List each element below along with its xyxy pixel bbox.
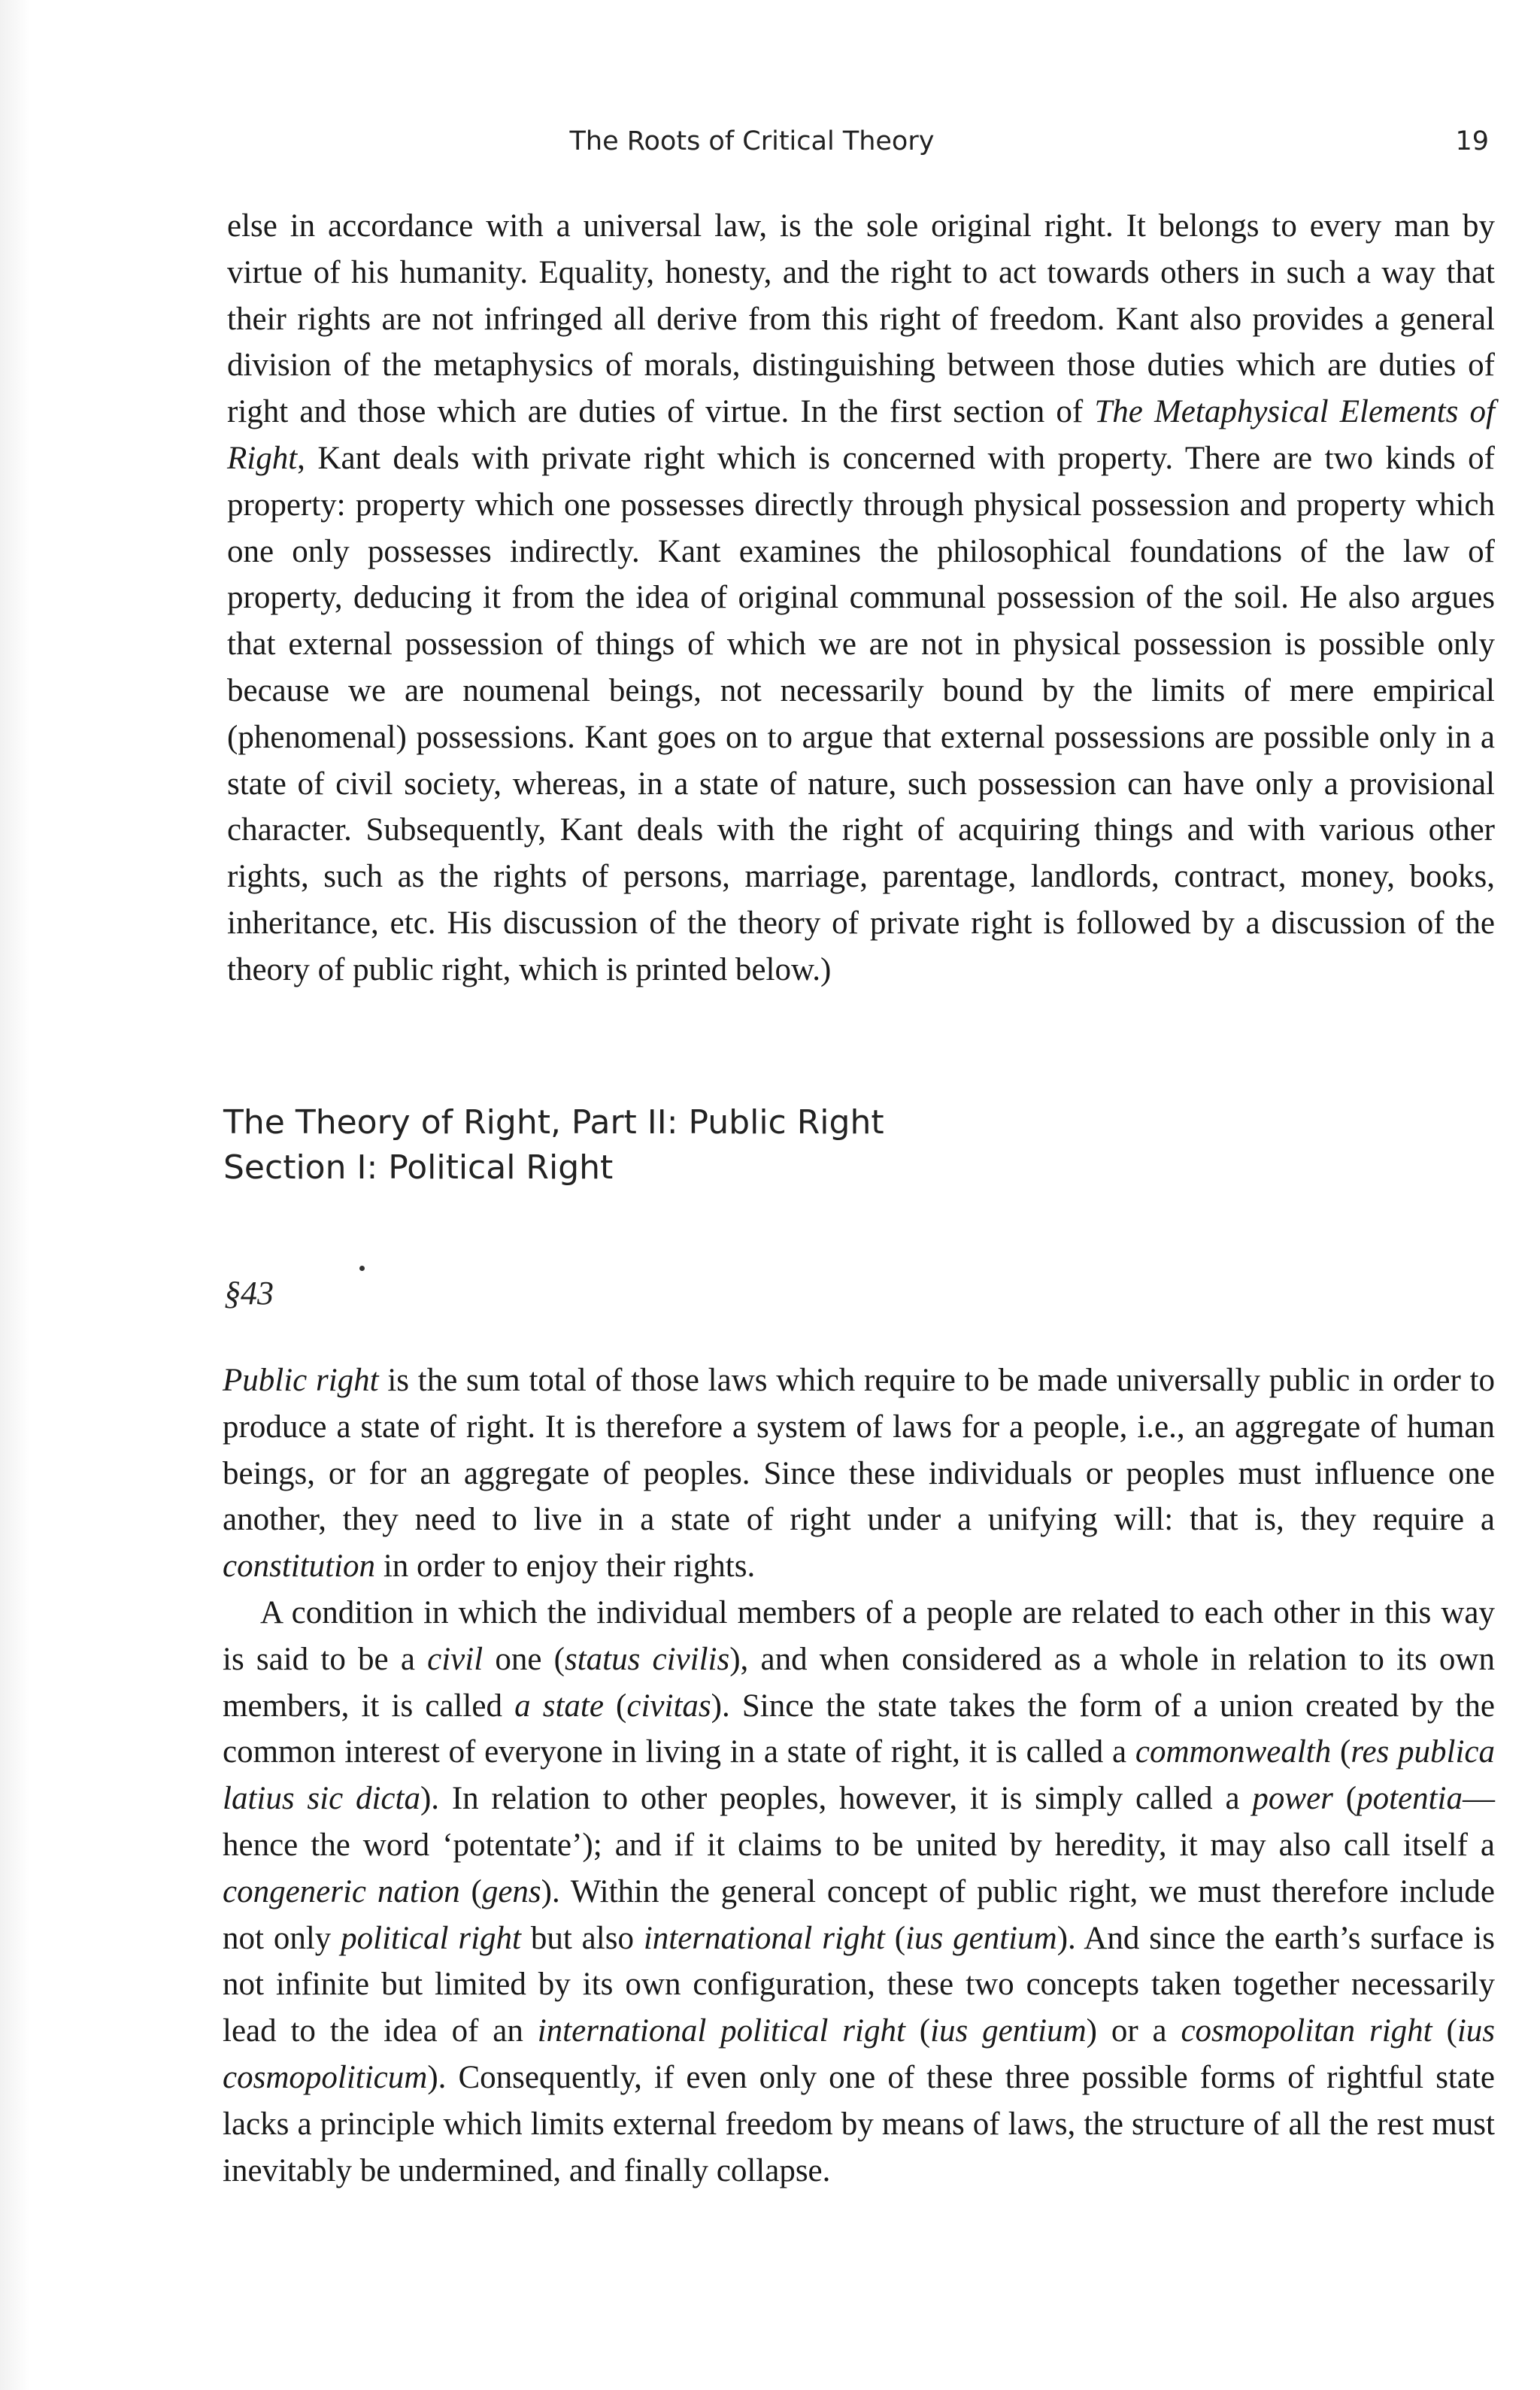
text-segment: ( bbox=[459, 1873, 482, 1909]
running-head bbox=[226, 126, 1504, 165]
text-segment: ( bbox=[884, 1920, 906, 1956]
text-segment: ( bbox=[603, 1688, 627, 1724]
text-segment: ), and when considered as a whole in relation to its own members, it is called bbox=[223, 1641, 1495, 1724]
term: potentia bbox=[1357, 1781, 1463, 1817]
term: political right bbox=[341, 1920, 521, 1956]
term: ius gentium bbox=[930, 2013, 1087, 2049]
term: ius gentium bbox=[905, 1920, 1057, 1956]
term: congeneric nation bbox=[223, 1873, 460, 1909]
term: a state bbox=[514, 1688, 604, 1724]
term: commonwealth bbox=[1135, 1734, 1332, 1770]
text-segment: ) or a bbox=[1086, 2013, 1181, 2049]
running-head-title: The Roots of Critical Theory bbox=[569, 126, 935, 156]
term: civil bbox=[427, 1641, 484, 1677]
text-segment: ( bbox=[1332, 1781, 1357, 1817]
section-body bbox=[223, 1357, 1495, 2194]
text-segment: A condition in which the individual members of a people are related to each other in this way is said to be a bbox=[223, 1594, 1495, 1677]
text-segment: ). In relation to other peoples, however, it is simply called a bbox=[420, 1781, 1253, 1817]
section-number: §43 bbox=[224, 1275, 274, 1312]
term: cosmopolitan right bbox=[1181, 2013, 1432, 2049]
text-segment: in order to enjoy their rights. bbox=[375, 1548, 756, 1585]
text-segment: is the sum total of those laws which require to be made universally public in order to produce a state of right. It is therefore a system of laws for a people, i.e., an aggregate of human beings, or for an aggregate of peoples. Since these individuals or peoples must influence one another, they need to live in a state of right under a unifying will: that is, they require a bbox=[223, 1363, 1495, 1538]
text-segment: but also bbox=[520, 1920, 644, 1956]
text-segment: —hence the word ‘potentate’); and if it claims to be united by heredity, it may also call itself a bbox=[223, 1781, 1495, 1863]
text-segment: one ( bbox=[483, 1641, 565, 1677]
heading-line-2: Section I: Political Right bbox=[223, 1148, 614, 1187]
term: res publica latius sic dicta bbox=[223, 1734, 1495, 1817]
text-segment: ( bbox=[1331, 1734, 1351, 1770]
section-heading bbox=[223, 1100, 1351, 1190]
text-segment: ). Consequently, if even only one of these three possible forms of rightful state lacks a principle which limits external freedom by means of laws, the structure of all the rest must inevitably be undermined, and finally collapse. bbox=[223, 2059, 1495, 2188]
intro-book-title: The Metaphysical Elements of Right bbox=[227, 394, 1495, 476]
term: gens bbox=[481, 1873, 541, 1909]
text-segment: ( bbox=[905, 2013, 931, 2049]
stray-mark bbox=[359, 1266, 365, 1271]
text-segment: ). Since the state takes the form of a union created by the common interest of everyone in living in a state of right, it is called a bbox=[223, 1688, 1496, 1770]
heading-line-1: The Theory of Right, Part II: Public Right bbox=[223, 1103, 884, 1142]
term: civitas bbox=[626, 1688, 711, 1724]
text-segment: ). Within the general concept of public right, we must therefore include not only bbox=[223, 1873, 1495, 1956]
facing-page-edge bbox=[0, 0, 30, 2390]
term: status civilis bbox=[564, 1641, 730, 1677]
term: international right bbox=[643, 1920, 885, 1956]
intro-paragraph bbox=[227, 203, 1495, 993]
term-constitution: constitution bbox=[223, 1548, 376, 1585]
paragraph-civil-condition bbox=[223, 1590, 1495, 2194]
text-segment: ( bbox=[1432, 2013, 1457, 2049]
intro-text-1: else in accordance with a universal law, is the sole original right. It belongs to every man by virtue of his humanity. Equality, honesty, and the right to act towards others in such a way that their rights are not infringed all derive from this right of freedom. Kant also provides a general division of the metaphysics of morals, distinguishing between those duties which are duties of right and those which are duties of virtue. In the first section of bbox=[227, 208, 1495, 430]
text-segment: ). And since the earth’s surface is not infinite but limited by its own configuration, these two concepts taken together necessarily lead to the idea of an bbox=[223, 1920, 1495, 2049]
term-public-right: Public right bbox=[223, 1363, 379, 1398]
term: power bbox=[1252, 1781, 1333, 1817]
term: international political right bbox=[537, 2013, 905, 2049]
page-number: 19 bbox=[1455, 126, 1489, 156]
term: ius cosmopoliticum bbox=[223, 2013, 1495, 2095]
intro-text-2: , Kant deals with private right which is concerned with property. There are two kinds of property: property which one possesses directly through physical possession and property which one only possesses indirectly. Kant examines the philosophical foundations of the law of property, deducing it from the idea of original communal possession of the soil. He also argues that external possession of things of which we are not in physical possession is possible only because we are noumenal beings, not necessarily bound by the limits of mere empirical (phenomenal) possessions. Kant goes on to argue that external possessions are possible only in a state of civil society, whereas, in a state of nature, such possession can have only a provisional character. Subsequently, Kant deals with the right of acquiring things and with various other rights, such as the rights of persons, marriage, parentage, landlords, contract, money, books, inheritance, etc. His discussion of the theory of private right is followed by a discussion of the theory of public right, which is printed below.) bbox=[227, 440, 1495, 987]
paragraph-public-right bbox=[223, 1357, 1495, 1590]
